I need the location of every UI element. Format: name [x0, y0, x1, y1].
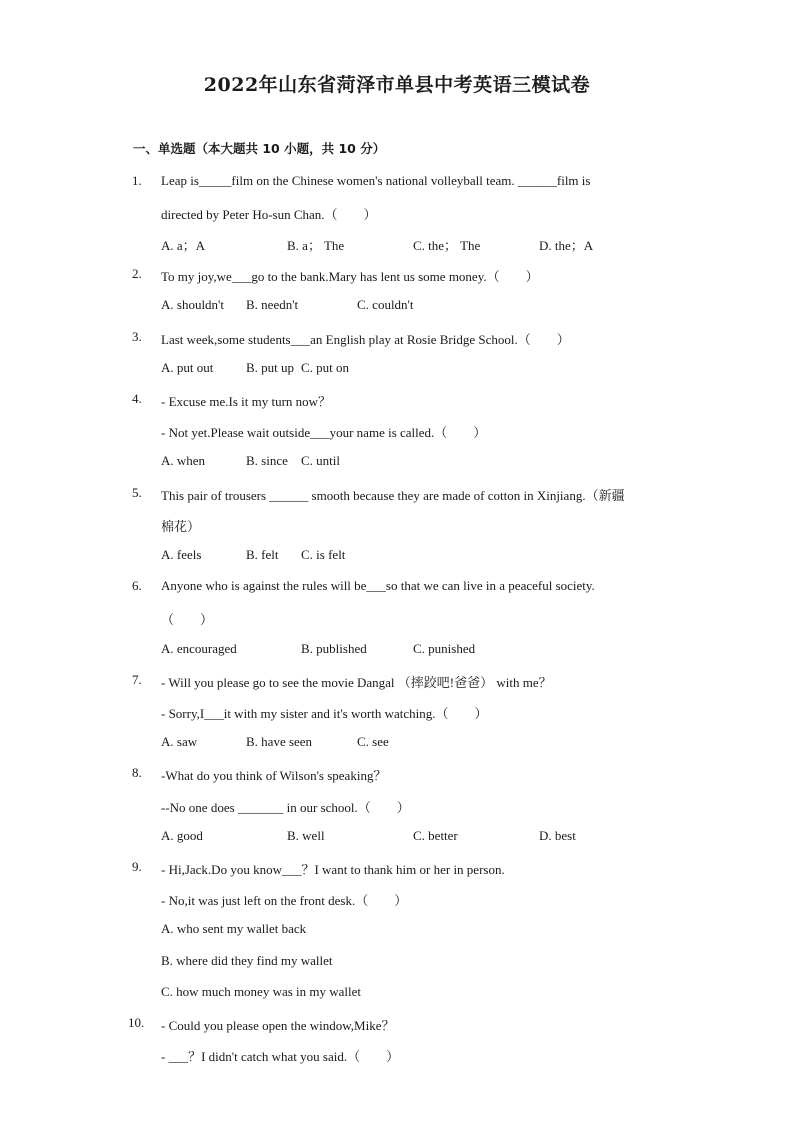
option-a[interactable]: A. who sent my wallet back [161, 921, 307, 936]
option-b[interactable]: B. put up [246, 360, 295, 375]
option-c[interactable]: C. how much money was in my wallet [161, 984, 362, 999]
option-b[interactable]: B. a； The [287, 238, 345, 253]
option-a[interactable]: A. a；A [161, 238, 206, 253]
option-d[interactable]: D. the；A [539, 238, 594, 253]
question-text: --No one does _______ in our school.（ ） [161, 800, 410, 815]
option-c[interactable]: C. put on [301, 360, 350, 375]
option-b[interactable]: B. needn't [246, 297, 299, 312]
question-number: 5. [132, 485, 142, 500]
question-text: -What do you think of Wilson's speaking？ [161, 768, 387, 783]
option-c[interactable]: C. the； The [413, 238, 481, 253]
option-b[interactable]: B. where did they find my wallet [161, 953, 333, 968]
question-number: 8. [132, 765, 142, 780]
question-text: - Sorry,I___it with my sister and it's worth watching.（ ） [161, 706, 488, 721]
question-text: directed by Peter Ho-sun Chan.（ ） [161, 207, 377, 222]
page-title: 2022年山东省菏泽市单县中考英语三模试卷 [203, 74, 591, 96]
question-text: - Will you please go to see the movie Dangal （摔跤吧!爸爸） with me？ [161, 675, 552, 690]
question-text: （ ） [161, 612, 214, 627]
option-c[interactable]: C. punished [413, 641, 476, 656]
question-text: This pair of trousers ______ smooth because they are made of cotton in Xinjiang.（新疆 [161, 488, 625, 503]
option-b[interactable]: B. since [246, 453, 288, 468]
question-text: Anyone who is against the rules will be___so that we can live in a peaceful society. [161, 578, 595, 593]
section-heading: 一、单选题（本大题共 10 小题，共 10 分） [133, 141, 386, 156]
option-a[interactable]: A. put out [161, 360, 214, 375]
question-text: 棉花） [161, 519, 201, 534]
question-number: 3. [132, 329, 142, 344]
option-a[interactable]: A. saw [161, 734, 198, 749]
question-text: - ___？I didn't catch what you said.（ ） [161, 1049, 400, 1064]
option-a[interactable]: A. encouraged [161, 641, 237, 656]
option-c[interactable]: C. better [413, 828, 458, 843]
question-text: - Excuse me.Is it my turn now？ [161, 394, 332, 409]
question-text: To my joy,we___go to the bank.Mary has lent us some money.（ ） [161, 269, 539, 284]
option-b[interactable]: B. have seen [246, 734, 313, 749]
option-b[interactable]: B. felt [246, 547, 279, 562]
option-c[interactable]: C. couldn't [357, 297, 414, 312]
option-d[interactable]: D. best [539, 828, 576, 843]
question-number: 10. [128, 1015, 145, 1030]
question-text: - No,it was just left on the front desk.（ ） [161, 893, 408, 908]
option-c[interactable]: C. until [301, 453, 341, 468]
option-a[interactable]: A. good [161, 828, 203, 843]
option-b[interactable]: B. well [287, 828, 325, 843]
question-number: 6. [132, 578, 142, 593]
question-text: Last week,some students___an English play at Rosie Bridge School.（ ） [161, 332, 570, 347]
option-a[interactable]: A. shouldn't [161, 297, 225, 312]
question-number: 7. [132, 672, 142, 687]
option-a[interactable]: A. feels [161, 547, 202, 562]
question-number: 2. [132, 266, 142, 281]
question-number: 9. [132, 859, 142, 874]
question-number: 4. [132, 391, 142, 406]
option-c[interactable]: C. see [357, 734, 389, 749]
question-number: 1. [132, 173, 142, 188]
question-text: - Could you please open the window,Mike？ [161, 1018, 395, 1033]
option-c[interactable]: C. is felt [301, 547, 346, 562]
option-b[interactable]: B. published [301, 641, 367, 656]
question-text: - Hi,Jack.Do you know___？I want to thank him or her in person. [161, 862, 505, 877]
question-text: - Not yet.Please wait outside___your name is called.（ ） [161, 425, 487, 440]
option-a[interactable]: A. when [161, 453, 206, 468]
question-text: Leap is_____film on the Chinese women's national volleyball team. ______film is [161, 173, 591, 188]
